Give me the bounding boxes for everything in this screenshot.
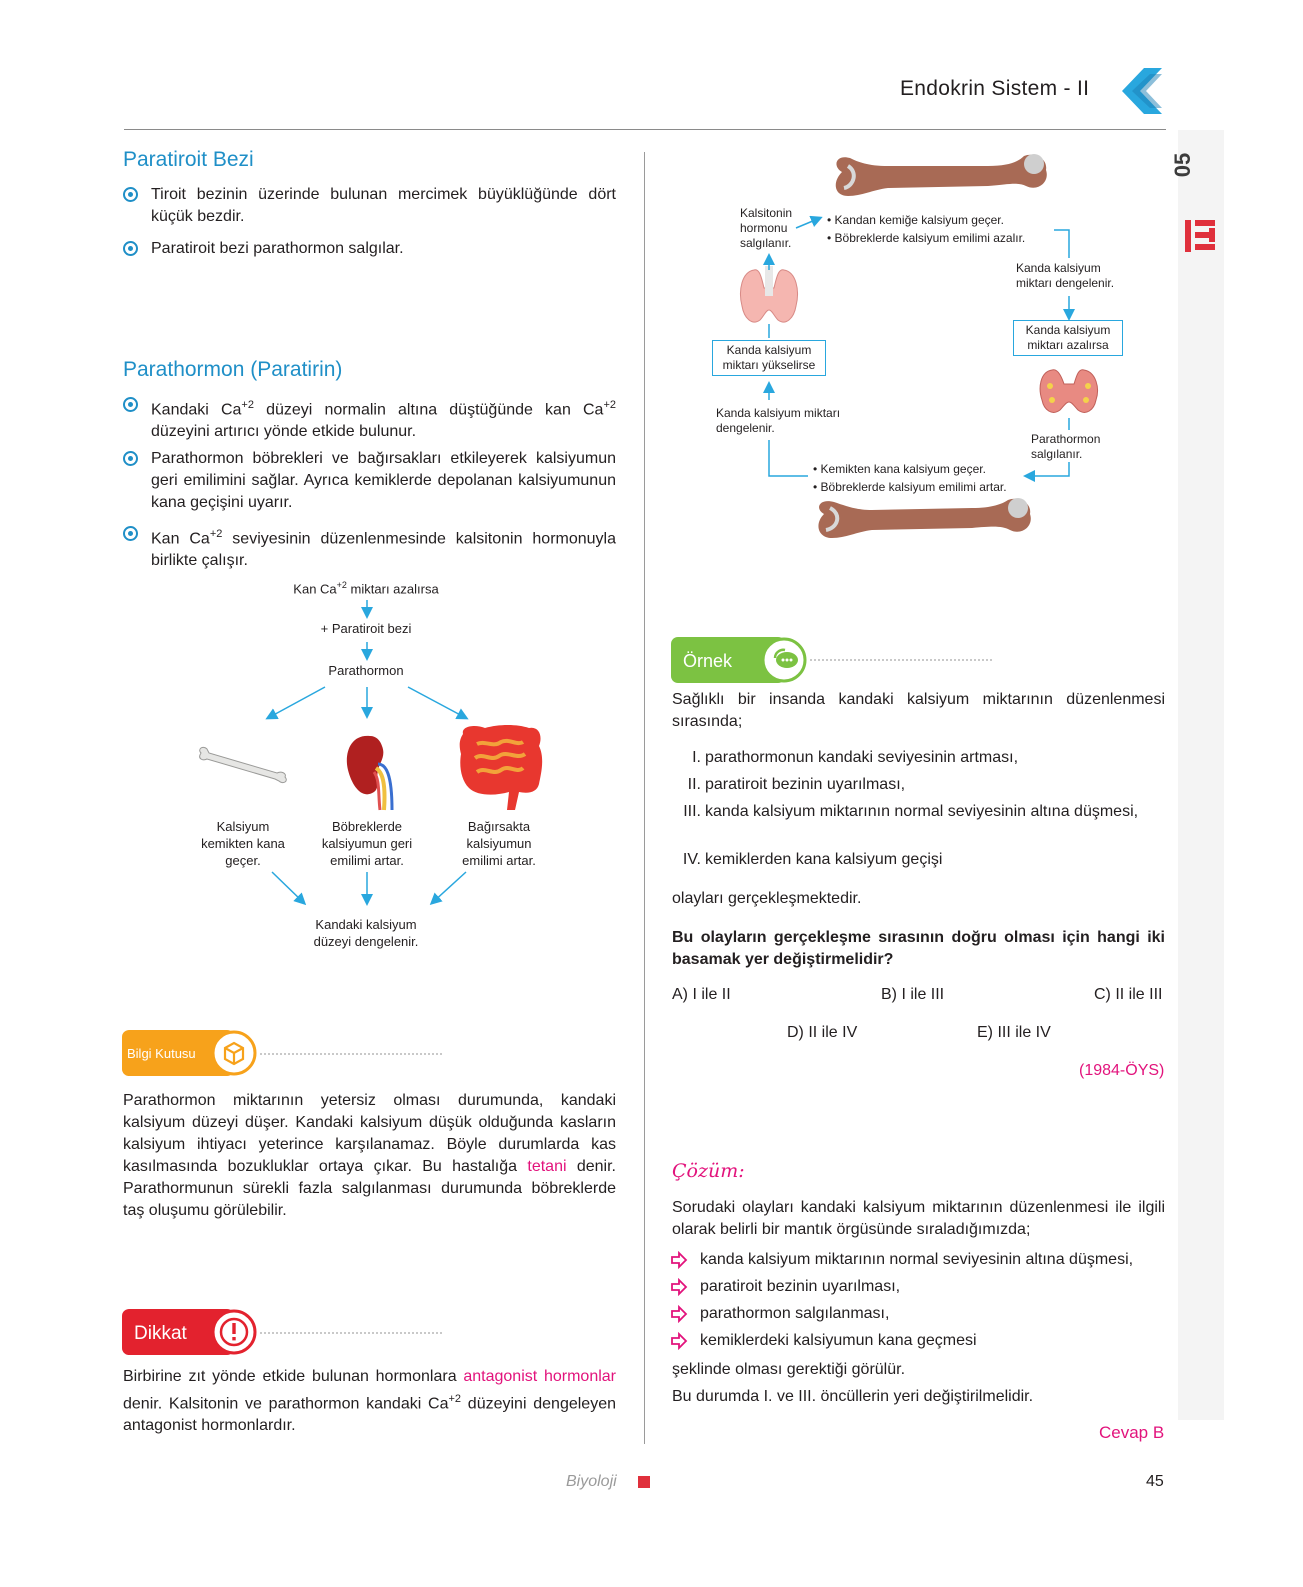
arrow-right-icon xyxy=(670,1332,688,1350)
dotted-rule xyxy=(810,659,992,661)
footer-subject: Biyoloji xyxy=(566,1473,617,1490)
premise-item: III. kanda kalsiyum miktarının normal seviyesinin altına düşmesi, xyxy=(683,803,1139,820)
bullet-icon xyxy=(123,451,138,466)
ornek-intro: Sağlıklı bir insanda kandaki kalsiyum miktarının düzenlenmesi sırasında; xyxy=(672,691,1165,730)
dengelenir-right-label: Kanda kalsiyum miktarı dengelenir. xyxy=(1016,261,1115,290)
dotted-rule xyxy=(260,1332,442,1334)
bullet-icon xyxy=(123,397,138,412)
intestine-label: Bağırsakta kalsiyumun emilimi artar. xyxy=(462,819,536,868)
section-title-parathormon: Parathormon (Paratirin) xyxy=(123,358,343,381)
premise-item: IV. kemiklerden kana kalsiyum geçişi xyxy=(682,851,943,868)
dikkat-text: Birbirine zıt yönde etkide bulunan hormonlara antagonist hormonlar denir. Kalsitonin ve parathormon kandaki $Ca^{+2}$ düzeyini dengeleyen antagonist hormonlardır. xyxy=(123,1368,616,1435)
solution-step: parathormon salgılanması, xyxy=(700,1305,889,1323)
cycle-bottom-bullet: • Böbreklerde kalsiyum emilimi artar. xyxy=(813,480,1007,494)
solution-step: kemiklerdeki kalsiyumun kana geçmesi xyxy=(700,1332,977,1350)
chevron-left-icon xyxy=(1122,68,1166,114)
diagram-step-2: + Paratiroit bezi xyxy=(320,621,412,636)
bullet-icon xyxy=(123,526,138,541)
diagram-result: Kandaki kalsiyum düzeyi dengelenir. xyxy=(313,917,419,949)
bone-icon xyxy=(195,745,290,785)
kidney-icon xyxy=(340,730,400,812)
chapter-title: Endokrin Sistem - II xyxy=(900,77,1090,100)
cozum-intro: Sorudaki olayları kandaki kalsiyum miktarının düzenlenmesi ile ilgili olarak belirli bir mantık örgüsünde sıraladığımızda; xyxy=(672,1199,1165,1238)
diagram-step-3: Parathormon xyxy=(328,663,404,678)
chapter-number: 05 xyxy=(1170,152,1196,178)
ornek-outro: olayları gerçekleşmektedir. xyxy=(672,890,862,907)
publisher-logo-icon xyxy=(1183,218,1217,254)
question-source: (1984-ÖYS) xyxy=(1079,1062,1165,1079)
cycle-top-bullet: • Kandan kemiğe kalsiyum geçer. xyxy=(827,213,1004,227)
bullet-icon xyxy=(123,241,138,256)
page-number: 45 xyxy=(1146,1473,1164,1490)
arrow-right-icon xyxy=(670,1278,688,1296)
svg-text:Örnek: Örnek xyxy=(683,651,733,671)
cozum-line-1: şeklinde olması gerektiği görülür. xyxy=(672,1361,906,1378)
diagram-step-1: Kan $Ca^{+2}$ miktarı azalırsa xyxy=(293,580,439,597)
svg-text:Dikkat: Dikkat xyxy=(134,1323,187,1344)
cycle-top-bullet: • Böbreklerde kalsiyum emilimi azalır. xyxy=(827,231,1026,245)
side-strip xyxy=(1178,130,1224,1420)
premise-item: I. parathormonun kandaki seviyesinin artması, xyxy=(692,749,1019,766)
question-text: Bu olayların gerçekleşme sırasının doğru olması için hangi iki basamak yer değiştirmelidir? xyxy=(672,929,1165,968)
intestine-icon xyxy=(455,722,545,814)
option-d: D) II ile IV xyxy=(787,1024,858,1041)
ornek-badge xyxy=(671,636,809,684)
premise-item: II. paratiroit bezinin uyarılması, xyxy=(687,776,906,793)
dikkat-badge xyxy=(122,1309,258,1355)
solution-step: kanda kalsiyum miktarının normal seviyesinin altına düşmesi, xyxy=(700,1251,1133,1269)
azalirsa-box: Kanda kalsiyum miktarı azalırsa xyxy=(1013,320,1123,356)
parathormon-label: Parathormon salgılanır. xyxy=(1031,432,1101,461)
bilgi-kutusu-badge xyxy=(122,1030,258,1076)
column-divider xyxy=(644,152,645,1444)
bullet-item: Paratiroit bezi parathormon salgılar. xyxy=(151,238,616,260)
bullet-item: Kan $Ca^{+2}$ seviyesinin düzenlenmesinde kalsitonin hormonuyla birlikte çalışır. xyxy=(151,523,616,572)
bullet-item: Tiroit bezinin üzerinde bulunan mercimek büyüklüğünde dört küçük bezdir. xyxy=(151,184,616,228)
option-c: C) II ile III xyxy=(1094,986,1163,1003)
option-b: B) I ile III xyxy=(881,986,945,1003)
arrow-right-icon xyxy=(670,1305,688,1323)
arrow-right-icon xyxy=(670,1251,688,1269)
cycle-bottom-bullet: • Kemikten kana kalsiyum geçer. xyxy=(813,462,986,476)
bone-label: Kalsiyum kemikten kana geçer. xyxy=(201,819,285,868)
header-rule xyxy=(124,129,1166,130)
footer-square xyxy=(638,1476,650,1488)
svg-text:Bilgi Kutusu: Bilgi Kutusu xyxy=(127,1046,196,1061)
option-a: A) I ile II xyxy=(672,986,731,1003)
bullet-icon xyxy=(123,187,138,202)
solution-step: paratiroit bezinin uyarılması, xyxy=(700,1278,900,1296)
kalsitonin-label: Kalsitonin hormonu salgılanır. xyxy=(740,206,793,250)
side-tab xyxy=(1170,142,1217,262)
dotted-rule xyxy=(260,1053,442,1055)
option-e: E) III ile IV xyxy=(977,1024,1051,1041)
yukselirse-box: Kanda kalsiyum miktarı yükselirse xyxy=(712,340,826,376)
cozum-line-2: Bu durumda I. ve III. öncüllerin yeri değiştirilmelidir. xyxy=(672,1388,1034,1405)
answer-label: Cevap B xyxy=(1099,1423,1165,1442)
dengelenir-left-label: Kanda kalsiyum miktarı dengelenir. xyxy=(716,406,841,435)
bullet-item: Kandaki $Ca^{+2}$ düzeyi normalin altına düştüğünde kan $Ca^{+2}$ düzeyini artırıcı yönde etkide bulunur. xyxy=(151,394,616,443)
section-title-paratiroit: Paratiroit Bezi xyxy=(123,148,254,171)
kidney-label: Böbreklerde kalsiyumun geri emilimi artar. xyxy=(321,819,413,868)
bilgi-text: Parathormon miktarının yetersiz olması durumunda, kandaki kalsiyum düzeyi düşer. Kandaki kalsiyum düşük olduğunda kasların kalsiyum ihtiyacı yeterince karşılanamaz. Böyle durumlarda kas kasılmasında bozukluklar ortaya çıkar. Bu hastalığa tetani denir. Parathormunun sürekli fazla salgılanması durumunda böbreklerde taş oluşumu görülebilir. xyxy=(123,1092,617,1219)
bullet-item: Parathormon böbrekleri ve bağırsakları etkileyerek kalsiyumun geri emilimini sağlar. Ayrıca kemiklerde depolanan kalsiyumunun kana geçişini uyarır. xyxy=(151,448,616,514)
femur-bottom-icon xyxy=(812,496,1037,552)
cozum-title: Çözüm: xyxy=(672,1160,745,1182)
